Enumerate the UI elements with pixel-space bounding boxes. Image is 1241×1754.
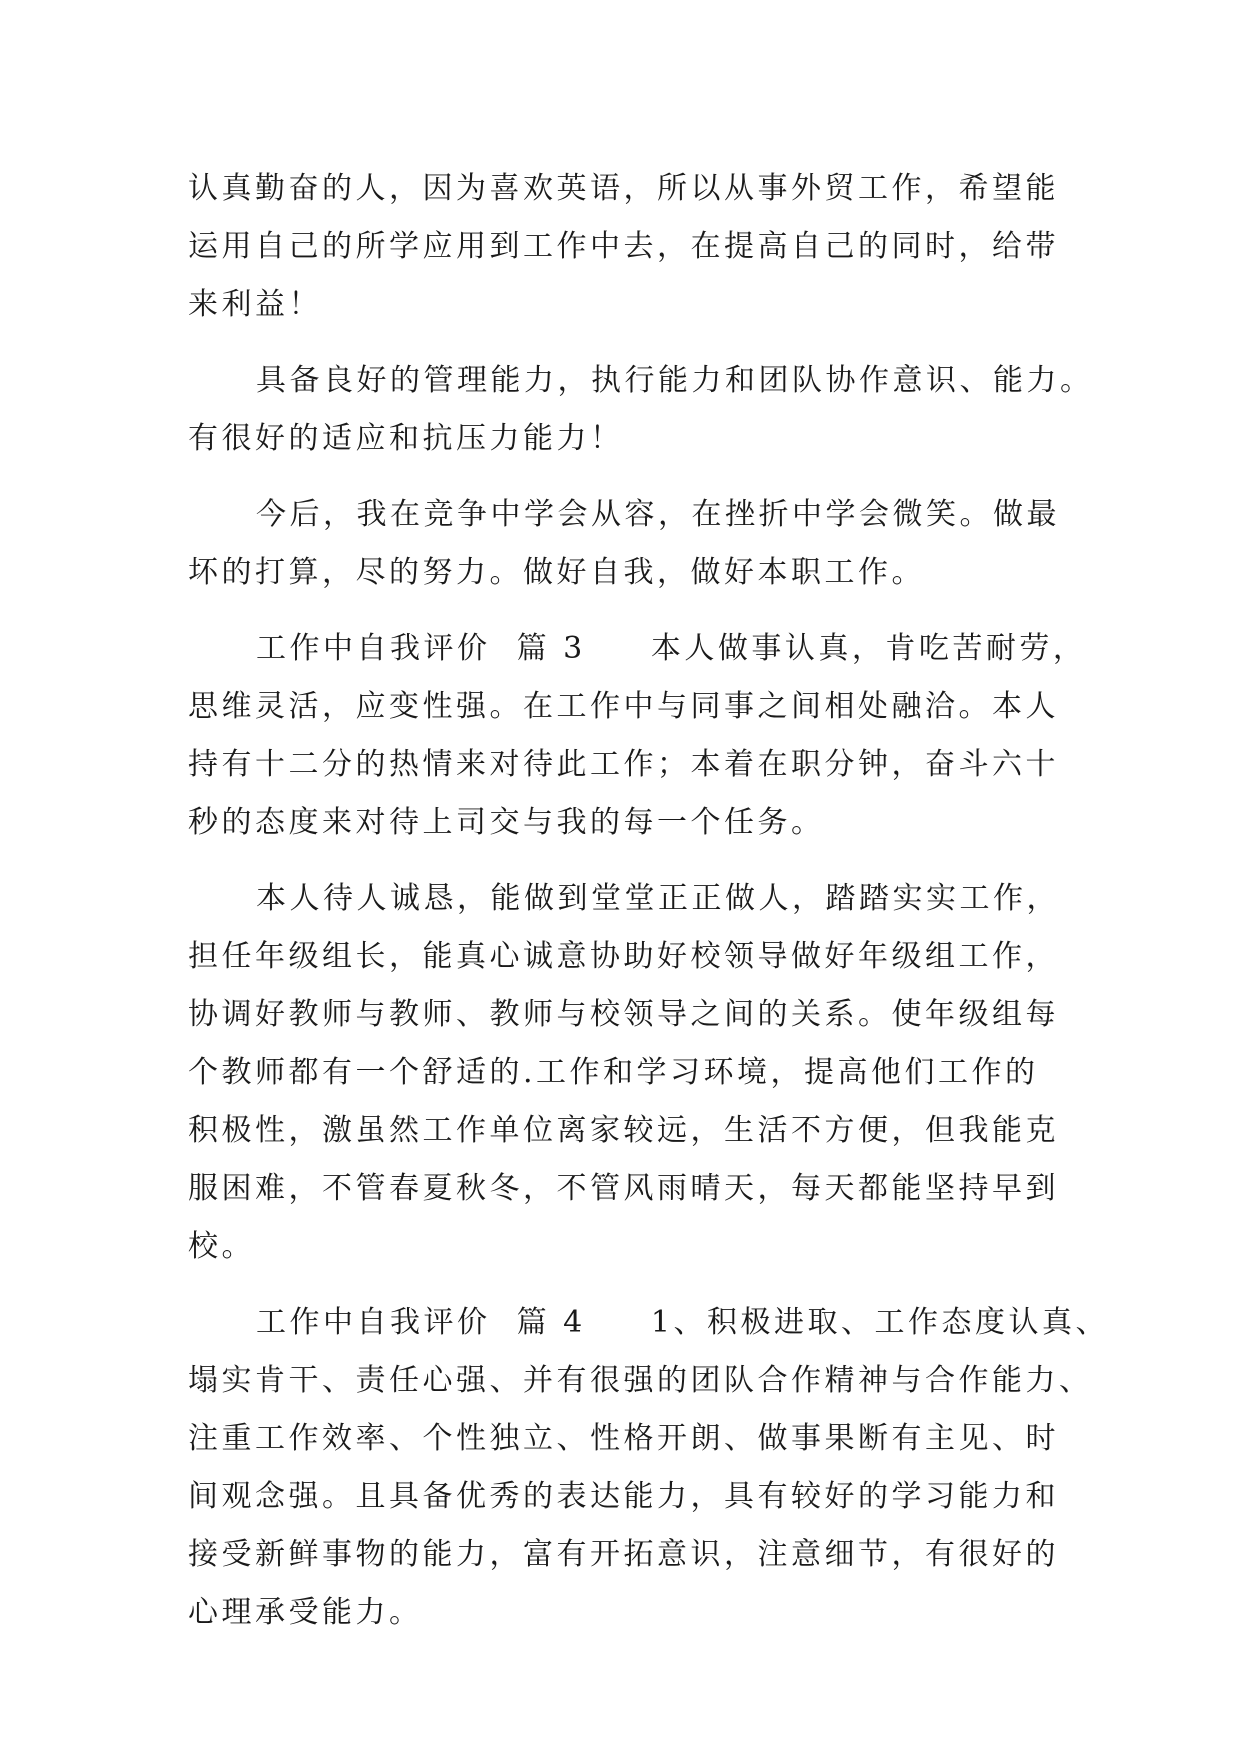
paragraph-evaluation-4	[188, 1294, 1109, 1642]
text-line: 塌实肯干、责任心强、并有很强的团队合作精神与合作能力、	[188, 1363, 1093, 1398]
text-line: 具备良好的管理能力，执行能力和团队协作意识、能力。	[256, 363, 1094, 398]
text-line: 工作中自我评价 篇 3 本人做事认真，肯吃苦耐劳，	[256, 631, 1087, 666]
text-line: 工作中自我评价 篇 4 1、积极进取、工作态度认真、	[256, 1305, 1109, 1340]
text-line: 坏的打算，尽的努力。做好自我，做好本职工作。	[188, 555, 925, 590]
text-line: 本人待人诚恳，能做到堂堂正正做人，踏踏实实工作，	[256, 881, 1060, 916]
paragraph-sincerity	[188, 870, 1058, 1276]
text-line: 注重工作效率、个性独立、性格开朗、做事果断有主见、时	[188, 1421, 1059, 1456]
text-line: 个教师都有一个舒适的.工作和学习环境，提高他们工作的	[188, 1055, 1039, 1090]
text-line: 认真勤奋的人，因为喜欢英语，所以从事外贸工作，希望能	[188, 171, 1059, 206]
paragraph-management-ability	[188, 352, 1094, 468]
paragraph-intro-continued	[188, 160, 1058, 334]
text-line: 服困难，不管春夏秋冬，不管风雨晴天，每天都能坚持早到	[188, 1171, 1059, 1206]
text-line: 校。	[188, 1229, 255, 1264]
text-line: 接受新鲜事物的能力，富有开拓意识，注意细节，有很好的	[188, 1537, 1059, 1572]
text-line: 今后，我在竞争中学会从容，在挫折中学会微笑。做最	[256, 497, 1060, 532]
text-line: 积极性，激虽然工作单位离家较远，生活不方便，但我能克	[188, 1113, 1059, 1148]
text-line: 持有十二分的热情来对待此工作；本着在职分钟，奋斗六十	[188, 747, 1059, 782]
text-line: 担任年级组长，能真心诚意协助好校领导做好年级组工作，	[188, 939, 1059, 974]
paragraph-future-outlook	[188, 486, 1058, 602]
text-line: 有很好的适应和抗压力能力！	[188, 421, 624, 456]
text-line: 协调好教师与教师、教师与校领导之间的关系。使年级组每	[188, 997, 1059, 1032]
text-line: 间观念强。且具备优秀的表达能力，具有较好的学习能力和	[188, 1479, 1059, 1514]
document-page	[188, 160, 1109, 1660]
paragraph-evaluation-3	[188, 620, 1087, 852]
text-line: 秒的态度来对待上司交与我的每一个任务。	[188, 805, 825, 840]
text-line: 运用自己的所学应用到工作中去，在提高自己的同时，给带	[188, 229, 1059, 264]
text-line: 心理承受能力。	[188, 1595, 423, 1630]
text-line: 思维灵活，应变性强。在工作中与同事之间相处融洽。本人	[188, 689, 1059, 724]
text-line: 来利益！	[188, 287, 322, 322]
